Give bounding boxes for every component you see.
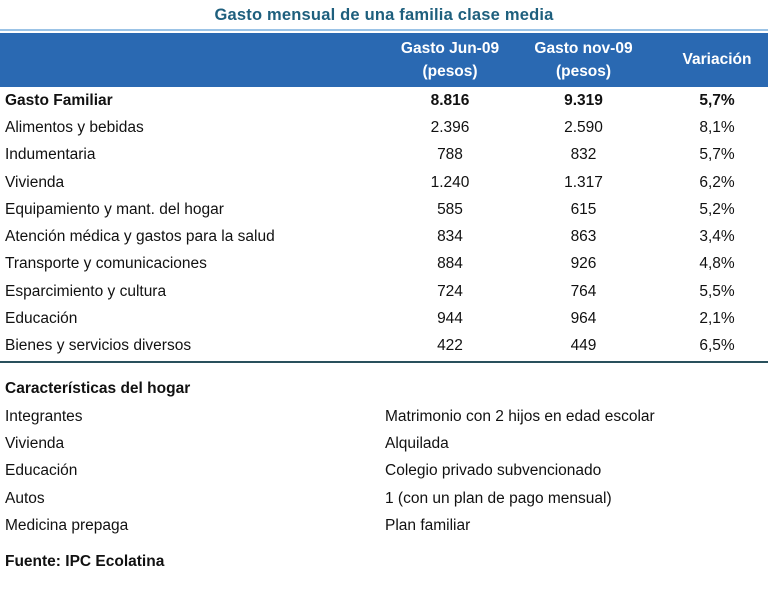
row-category-label: Gasto Familiar xyxy=(5,91,113,109)
row-nov09-value: 1.317 xyxy=(564,173,603,191)
row-category-label: Esparcimiento y cultura xyxy=(5,282,167,300)
header-jun09-line1: Gasto Jun-09 xyxy=(400,39,500,57)
header-variacion-cell: Variación xyxy=(682,51,752,69)
row-category-label: Atención médica y gastos para la salud xyxy=(5,228,275,246)
source-note: Fuente: IPC Ecolatina xyxy=(5,552,165,570)
row-nov09-value: 832 xyxy=(570,146,597,164)
header-nov09-line2: (pesos) xyxy=(555,63,612,80)
characteristic-value: Alquilada xyxy=(385,435,449,453)
table-row xyxy=(0,114,768,141)
row-nov09-value: 863 xyxy=(570,228,597,246)
row-variacion-value: 6,5% xyxy=(699,337,735,355)
characteristic-label: Vivienda xyxy=(5,435,65,453)
characteristic-label: Educación xyxy=(5,462,78,480)
row-variacion-value: 5,7% xyxy=(699,91,735,109)
table-row xyxy=(0,142,768,169)
characteristic-value: 1 (con un plan de pago mensual) xyxy=(385,489,612,507)
table-header-row xyxy=(0,33,768,87)
table-row xyxy=(0,333,768,360)
table-row xyxy=(0,223,768,250)
row-variacion-value: 5,5% xyxy=(699,282,735,300)
characteristic-row xyxy=(0,513,768,540)
row-nov09-value: 615 xyxy=(570,200,597,218)
characteristic-row xyxy=(0,430,768,457)
row-jun09-value: 8.816 xyxy=(430,91,470,109)
table-row xyxy=(0,305,768,332)
row-category-label: Bienes y servicios diversos xyxy=(5,337,192,355)
table-row xyxy=(0,169,768,196)
table-row xyxy=(0,278,768,305)
header-nov09-cell xyxy=(515,37,652,84)
characteristics-heading: Características del hogar xyxy=(5,380,191,398)
row-jun09-value: 944 xyxy=(437,310,463,328)
row-nov09-value: 764 xyxy=(570,282,597,300)
characteristics-list xyxy=(0,403,768,540)
table-row xyxy=(0,196,768,223)
row-jun09-value: 884 xyxy=(437,255,463,273)
row-variacion-value: 2,1% xyxy=(699,310,735,328)
row-variacion-value: 5,7% xyxy=(699,146,735,164)
row-category-label: Indumentaria xyxy=(5,146,96,164)
row-nov09-value: 926 xyxy=(570,255,597,273)
characteristic-row xyxy=(0,458,768,485)
row-nov09-value: 9.319 xyxy=(564,91,603,109)
row-category-label: Alimentos y bebidas xyxy=(5,118,144,136)
row-jun09-value: 834 xyxy=(437,228,463,246)
row-jun09-value: 585 xyxy=(437,200,463,218)
row-nov09-value: 449 xyxy=(570,337,597,355)
table-row xyxy=(0,251,768,278)
row-variacion-value: 8,1% xyxy=(699,118,735,136)
row-variacion-value: 6,2% xyxy=(699,173,735,191)
row-jun09-value: 2.396 xyxy=(430,118,470,136)
table-bottom-border xyxy=(0,361,768,363)
row-nov09-value: 2.590 xyxy=(564,118,603,136)
row-jun09-value: 724 xyxy=(437,282,463,300)
row-category-label: Educación xyxy=(5,310,78,328)
characteristic-value: Matrimonio con 2 hijos en edad escolar xyxy=(385,407,655,425)
row-variacion-value: 4,8% xyxy=(699,255,735,273)
header-jun09-line2: (pesos) xyxy=(422,63,478,80)
characteristic-value: Colegio privado subvencionado xyxy=(385,462,602,480)
characteristic-row xyxy=(0,485,768,512)
row-variacion-value: 5,2% xyxy=(699,200,735,218)
table-row xyxy=(0,87,768,114)
row-jun09-value: 788 xyxy=(437,146,463,164)
row-jun09-value: 422 xyxy=(437,337,463,355)
characteristic-label: Autos xyxy=(5,489,45,507)
row-jun09-value: 1.240 xyxy=(430,173,470,191)
row-category-label: Transporte y comunicaciones xyxy=(5,255,207,273)
row-category-label: Equipamiento y mant. del hogar xyxy=(5,200,224,218)
characteristic-label: Integrantes xyxy=(5,407,83,425)
page-title: Gasto mensual de una familia clase media xyxy=(214,6,554,24)
row-variacion-value: 3,4% xyxy=(699,228,735,246)
row-category-label: Vivienda xyxy=(5,173,65,191)
characteristic-label: Medicina prepaga xyxy=(5,517,129,535)
characteristic-value: Plan familiar xyxy=(385,517,471,535)
characteristic-row xyxy=(0,403,768,430)
row-nov09-value: 964 xyxy=(570,310,597,328)
header-jun09-cell xyxy=(385,37,515,84)
table-body xyxy=(0,87,768,360)
title-underline xyxy=(0,29,768,31)
header-nov09-line1: Gasto nov-09 xyxy=(534,39,633,57)
